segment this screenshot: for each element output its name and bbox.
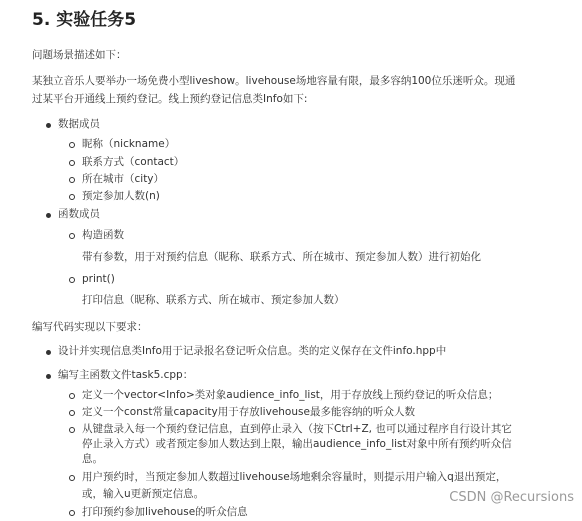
bullet-circle: [69, 410, 75, 416]
bullet-dot: [46, 374, 51, 379]
bullet-dot: [46, 213, 51, 218]
bullet-circle: [69, 427, 75, 433]
print-title: print(): [82, 273, 115, 285]
bullet-circle: [69, 510, 75, 516]
sub-requirement-item: 用户预约时，当预定参加人数超过livehouse场地剩余容量时，则提示用户输入q退出预定，: [82, 471, 507, 483]
sub-requirement-item: 定义一个vector<Info>类对象audience_info_list，用于存放线上预约登记的听众信息；: [82, 389, 499, 401]
sub-requirement-continued: 或，输入u更新预定信息。: [82, 488, 205, 500]
bullet-circle: [69, 277, 75, 283]
constructor-title: 构造函数: [82, 229, 124, 241]
function-members-title: 函数成员: [58, 208, 100, 220]
data-member-item: 所在城市（city）: [82, 173, 165, 185]
intro-label: 问题场景描述如下：: [32, 49, 127, 61]
constructor-description: 带有参数，用于对预约信息（昵称、联系方式、所在城市、预定参加人数）进行初始化: [82, 251, 481, 263]
bullet-circle: [69, 160, 75, 166]
sub-requirement-continued: 停止录入方式）或者预定参加人数达到上限，输出audience_info_list对象中所有预约听众信: [82, 438, 512, 450]
bullet-dot: [46, 123, 51, 128]
bullet-circle: [69, 142, 75, 148]
sub-requirement-item: 打印预约参加livehouse的听众信息: [82, 506, 248, 518]
requirements-label: 编写代码实现以下要求：: [32, 321, 148, 333]
data-member-item: 昵称（nickname）: [82, 138, 176, 150]
bullet-circle: [69, 393, 75, 399]
bullet-circle: [69, 194, 75, 200]
sub-requirement-continued: 息。: [82, 453, 103, 465]
bullet-circle: [69, 177, 75, 183]
print-description: 打印信息（昵称、联系方式、所在城市、预定参加人数）: [82, 294, 345, 306]
sub-requirement-item: 从键盘录入每一个预约登记信息，直到停止录入（按下Ctrl+Z, 也可以通过程序自行设计其它: [82, 423, 512, 435]
intro-line-2: 过某平台开通线上预约登记。线上预约登记信息类Info如下:: [32, 93, 308, 105]
data-member-item: 预定参加人数(n): [82, 190, 160, 202]
intro-line-1: 某独立音乐人要举办一场免费小型liveshow。livehouse场地容量有限，最多容纳100位乐迷听众。现通: [32, 75, 516, 87]
data-member-item: 联系方式（contact）: [82, 156, 185, 168]
bullet-circle: [69, 475, 75, 481]
requirement-item: 设计并实现信息类Info用于记录报名登记听众信息。类的定义保存在文件info.hpp中: [58, 345, 447, 357]
sub-requirement-item: 定义一个const常量capacity用于存放livehouse最多能容纳的听众人数: [82, 406, 415, 418]
bullet-circle: [69, 233, 75, 239]
requirement-item: 编写主函数文件task5.cpp：: [58, 369, 194, 381]
bullet-dot: [46, 350, 51, 355]
data-members-title: 数据成员: [58, 118, 100, 130]
csdn-watermark: CSDN @Recursions: [449, 490, 574, 505]
section-heading: 5. 实验任务5: [32, 10, 137, 30]
